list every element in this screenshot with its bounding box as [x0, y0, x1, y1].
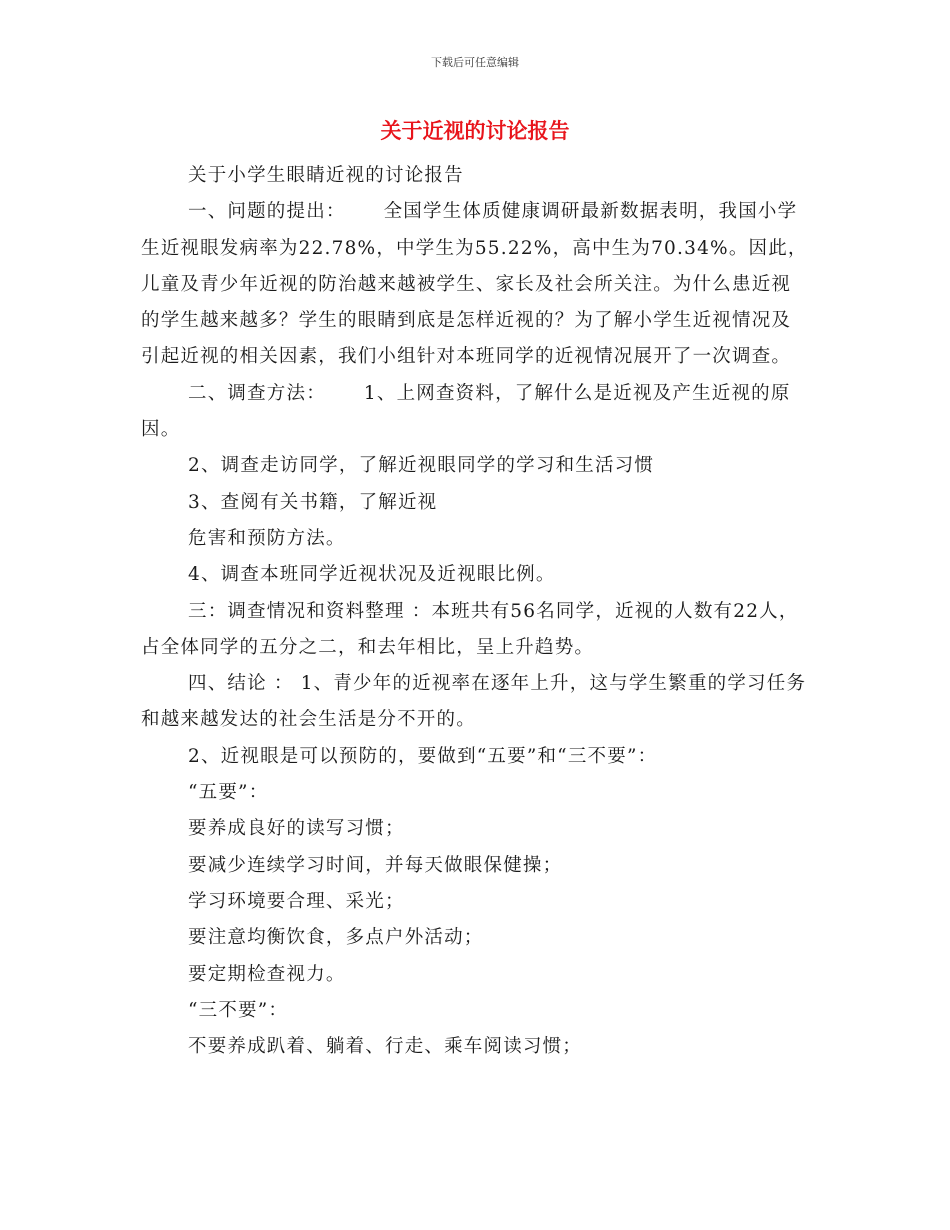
five-dos-item: 要养成良好的读写习惯； [188, 818, 405, 840]
five-dos-item: 学习环境要合理、采光； [188, 890, 405, 912]
five-dos-item: 要减少连续学习时间，并每天做眼保健操； [188, 854, 563, 876]
three-donts-header: “三不要”： [188, 999, 289, 1021]
three-donts-item: 不要养成趴着、躺着、行走、乘车阅读习惯； [188, 1036, 583, 1058]
method-item-3: 3、查阅有关书籍，了解近视 [188, 491, 438, 513]
subtitle: 关于小学生眼睛近视的讨论报告 [188, 165, 464, 186]
method-item-1: 1、上网查资料，了解什么是近视及产生近视的原因。 [141, 382, 791, 441]
method-item-2: 2、调查走访同学，了解近视眼同学的学习和生活习惯 [188, 455, 655, 477]
section-survey: 三：调查情况和资料整理 ：本班共有56名同学，近视的人数有22人，占全体同学的五分之二，和去年相比，呈上升趋势。 [141, 600, 799, 658]
document-body [141, 158, 809, 1065]
conclusion-item-1: 1、青少年的近视率在逐年上升，这与学生繁重的学习任务和越来越发达的社会生活是分不开的。 [141, 673, 807, 731]
conclusion-item-2: 2、近视眼是可以预防的，要做到“五要”和“三不要”： [188, 745, 658, 767]
section-conclusion-label: 四、结论 ： [188, 673, 294, 695]
section-conclusion [141, 666, 809, 739]
method-item-3-continued: 危害和预防方法。 [188, 527, 346, 549]
section-method-label: 二、调查方法： [188, 382, 326, 404]
header-note: 下载后可任意编辑 [431, 56, 519, 69]
five-dos-header: “五要”： [188, 782, 269, 804]
method-item-4: 4、调查本班同学近视状况及近视眼比例。 [188, 564, 556, 586]
section-problem [141, 194, 809, 375]
section-problem-text: 全国学生体质健康调研最新数据表明，我国小学生近视眼发病率为22.78%，中学生为55.22%，高中生为70.34%。因此，儿童及青少年近视的防治越来越被学生、家长及社会所关注。为什么患近视的学生越来越多？学生的眼睛到底是怎样近视的？为了解小学生近视情况及引起近视的相关因素，我们小组针对本班同学的近视情况展开了一次调查。 [141, 201, 808, 368]
section-problem-label: 一、问题的提出： [188, 201, 346, 223]
section-method [141, 376, 809, 449]
document-title: 关于近视的讨论报告 [380, 119, 570, 143]
five-dos-item: 要注意均衡饮食，多点户外活动； [188, 927, 484, 949]
five-dos-item: 要定期检查视力。 [188, 963, 346, 985]
